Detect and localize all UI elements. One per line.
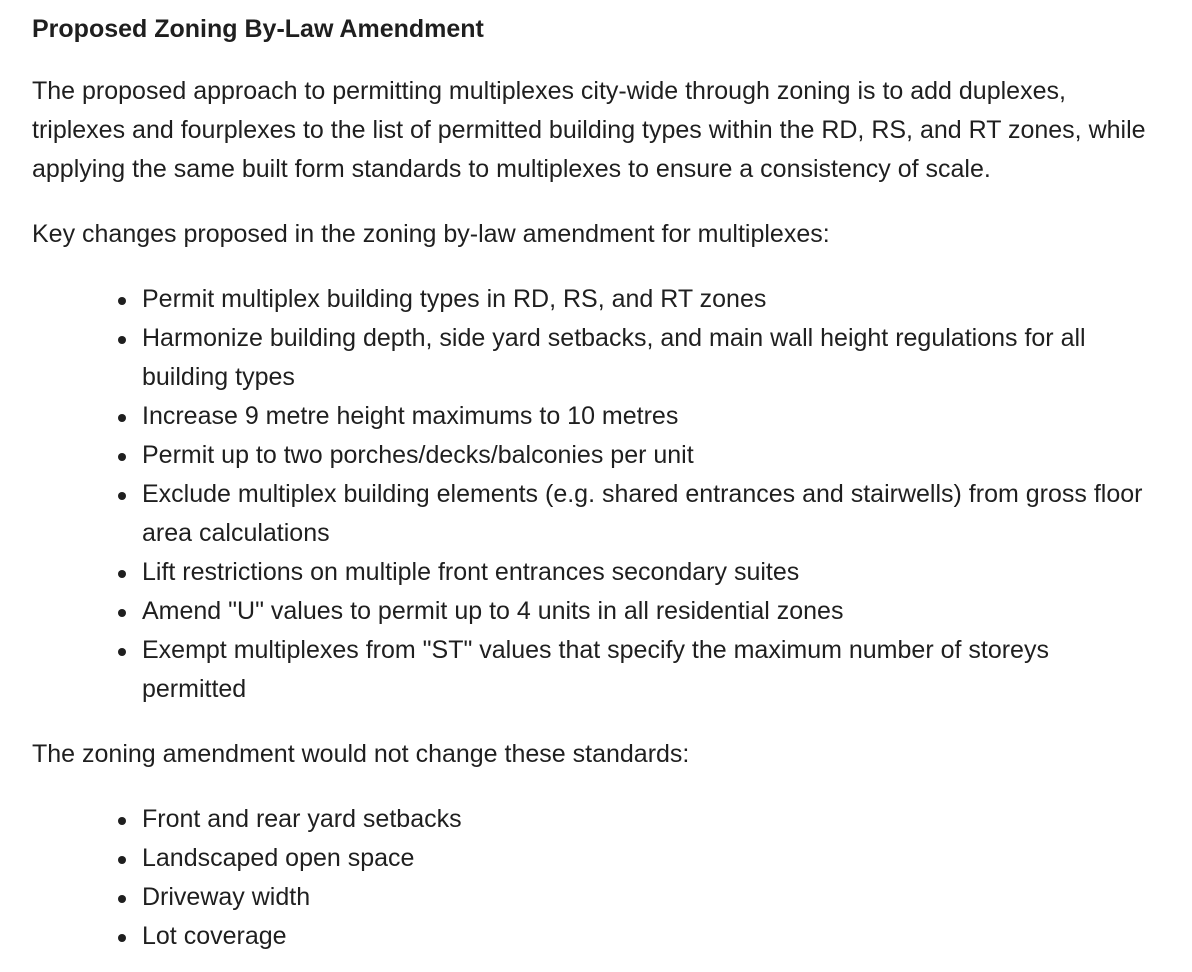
list-item [142, 280, 1160, 319]
key-changes-label: Key changes proposed in the zoning by-law amendment for multiplexes: [32, 220, 830, 248]
intro-paragraph: The proposed approach to permitting multiplexes city-wide through zoning is to add duplexes, triplexes and fourplexes to the list of permitted building types within the RD, RS, and RT zones, while applying the same built form standards to multiplexes to ensure a consistency of scale. [32, 77, 1146, 183]
list-item [142, 397, 1160, 436]
list-item [142, 553, 1160, 592]
bullet-icon [118, 297, 126, 305]
page-title: Proposed Zoning By-Law Amendment [32, 15, 484, 43]
bullet-icon [118, 453, 126, 461]
bullet-icon [118, 934, 126, 942]
list-item [142, 917, 1160, 956]
list-item-text: Exempt multiplexes from "ST" values that specify the maximum number of storeys permitted [142, 636, 1049, 703]
list-item [142, 878, 1160, 917]
list-item-text: Front and rear yard setbacks [142, 805, 462, 833]
list-item [142, 319, 1160, 397]
bullet-icon [118, 648, 126, 656]
list-item-text: Permit up to two porches/decks/balconies per unit [142, 441, 694, 469]
list-item [142, 631, 1160, 709]
key-changes-list [32, 280, 1160, 709]
list-item [142, 800, 1160, 839]
unchanged-standards-label: The zoning amendment would not change these standards: [32, 740, 690, 768]
list-item-text: Lift restrictions on multiple front entrances secondary suites [142, 558, 800, 586]
bullet-icon [118, 492, 126, 500]
list-item [142, 592, 1160, 631]
bullet-icon [118, 856, 126, 864]
bullet-icon [118, 336, 126, 344]
bullet-icon [118, 895, 126, 903]
bullet-icon [118, 609, 126, 617]
list-item-text: Driveway width [142, 883, 311, 911]
bullet-icon [118, 817, 126, 825]
list-item-text: Amend "U" values to permit up to 4 units in all residential zones [142, 597, 844, 625]
list-item-text: Landscaped open space [142, 844, 415, 872]
bullet-icon [118, 570, 126, 578]
list-item [142, 475, 1160, 553]
list-item [142, 839, 1160, 878]
list-item-text: Lot coverage [142, 922, 287, 950]
list-item [142, 436, 1160, 475]
list-item-text: Increase 9 metre height maximums to 10 metres [142, 402, 679, 430]
bullet-icon [118, 414, 126, 422]
unchanged-standards-list [32, 800, 1160, 956]
list-item-text: Harmonize building depth, side yard setbacks, and main wall height regulations for all building types [142, 324, 1086, 391]
list-item-text: Permit multiplex building types in RD, RS, and RT zones [142, 285, 767, 313]
list-item-text: Exclude multiplex building elements (e.g. shared entrances and stairwells) from gross floor area calculations [142, 480, 1143, 547]
